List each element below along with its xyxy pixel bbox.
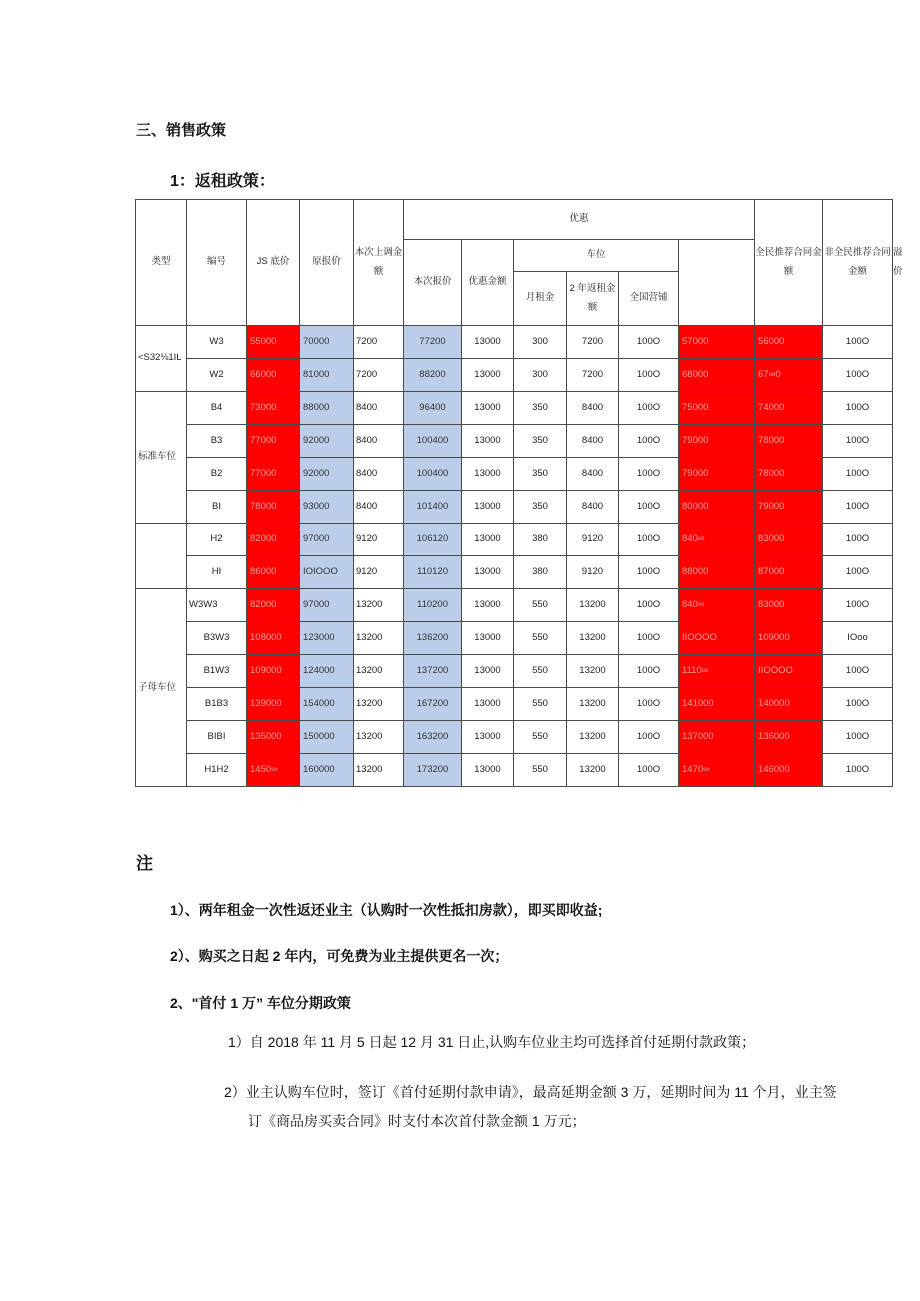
increase-cell: 8400 [354, 490, 404, 523]
code-cell: W3 [187, 326, 247, 359]
increase-cell: 9120 [354, 523, 404, 556]
referral-contract-cell: 840∞ [679, 589, 755, 622]
national-shop-cell: 100O [619, 424, 679, 457]
discount-amount-cell: 13000 [462, 655, 514, 688]
table-body [136, 326, 893, 787]
discount-amount-cell: 13000 [462, 326, 514, 359]
monthly-rent-cell: 350 [514, 457, 567, 490]
national-shop-cell: 100O [619, 556, 679, 589]
js-base-cell: 108000 [247, 622, 300, 655]
national-shop-cell: 100O [619, 457, 679, 490]
header-increase: 本次上调金额 [354, 200, 404, 326]
increase-cell: 13200 [354, 688, 404, 721]
premium-cell: IOoo [823, 622, 893, 655]
referral-contract-cell: 1110∞ [679, 655, 755, 688]
table-row [136, 523, 893, 556]
js-base-cell: 82000 [247, 523, 300, 556]
increase-cell: 13200 [354, 622, 404, 655]
increase-cell: 8400 [354, 424, 404, 457]
discount-amount-cell: 13000 [462, 424, 514, 457]
premium-cell: 100O [823, 589, 893, 622]
table-row [136, 556, 893, 589]
two-year-rent-cell: 8400 [567, 457, 619, 490]
header-discount-amount: 优惠金额 [462, 240, 514, 326]
non-referral-contract-cell: 146000 [755, 753, 823, 786]
original-cell: 160000 [300, 753, 354, 786]
referral-contract-cell: 80000 [679, 490, 755, 523]
monthly-rent-cell: 550 [514, 589, 567, 622]
increase-cell: 13200 [354, 589, 404, 622]
monthly-rent-cell: 550 [514, 721, 567, 754]
national-shop-cell: 100O [619, 589, 679, 622]
table-row [136, 655, 893, 688]
code-cell: B4 [187, 391, 247, 424]
discount-amount-cell: 13000 [462, 688, 514, 721]
policy-point-1: 1）自 2018 年 11 月 5 日起 12 月 31 日止,认购车位业主均可选择首付延期付款政策； [228, 1034, 756, 1050]
original-cell: 123000 [300, 622, 354, 655]
code-cell: B3W3 [187, 622, 247, 655]
header-type: 类型 [136, 200, 187, 326]
referral-contract-cell: 79000 [679, 457, 755, 490]
premium-cell: 100O [823, 556, 893, 589]
original-cell: 93000 [300, 490, 354, 523]
original-cell: 88000 [300, 391, 354, 424]
original-cell: 70000 [300, 326, 354, 359]
two-year-rent-cell: 7200 [567, 326, 619, 359]
discount-amount-cell: 13000 [462, 358, 514, 391]
two-year-rent-cell: 8400 [567, 424, 619, 457]
table-row [136, 753, 893, 786]
header-code: 编号 [187, 200, 247, 326]
js-base-cell: 139000 [247, 688, 300, 721]
note-1: 1）、两年租金一次性返还业主（认购时一次性抵扣房款），即买即收益; [170, 902, 603, 918]
js-base-cell: 66000 [247, 358, 300, 391]
monthly-rent-cell: 300 [514, 326, 567, 359]
discount-amount-cell: 13000 [462, 753, 514, 786]
non-referral-contract-cell: 136000 [755, 721, 823, 754]
table-row [136, 490, 893, 523]
non-referral-contract-cell: 109000 [755, 622, 823, 655]
section-title: 三、销售政策 [136, 122, 227, 139]
group-label-cell: 子母车位 [136, 589, 187, 787]
this-quote-cell: 110120 [404, 556, 462, 589]
this-quote-cell: 100400 [404, 457, 462, 490]
monthly-rent-cell: 350 [514, 391, 567, 424]
group-label-cell [136, 523, 187, 589]
code-cell: H2 [187, 523, 247, 556]
js-base-cell: 77000 [247, 424, 300, 457]
code-cell: H1H2 [187, 753, 247, 786]
code-cell: HI [187, 556, 247, 589]
monthly-rent-cell: 380 [514, 523, 567, 556]
two-year-rent-cell: 13200 [567, 753, 619, 786]
non-referral-contract-cell: 78000 [755, 424, 823, 457]
national-shop-cell: 100O [619, 326, 679, 359]
this-quote-cell: 96400 [404, 391, 462, 424]
rent-policy-table: 类型 编号 JS 底价 原报价 本次上调金额 优惠 全民推荐合同金额 非全民推荐合同金额 溢价 本次报价 优惠金额 车位 月租金 2 年返租金额 全国营铺 <S32⅛1IL W3 55000 70000 7200 77200 13000 300 7200 100O 57000 56000 100O W2 66000 81000 7200 88200 13000 300 7200 100O 68000 67∞0 100O 标准车位 B4 73000 88000 8400 96400 13000 350 8400 100O 75000 74000 100O B3 77000 92000 8400 100400 13000 350 8400 100O 79000 78000 100O B2 77000 92000 8400 100400 13000 350 8400 100O 79000 78000 100O BI 78000 93000 8400 101400 13000 350 8400 100O 80000 79000 100O H2 82000 97000 9120 106120 13000 380 9120 100O 840∞ 83000 100O HI 86000 IOIOOO 9120 110120 13000 380 9120 100O 88000 87000 100O 子母车位 W3W3 82000 97000 13200 110200 13000 550 13200 100O 840∞ 83000 100O B3W3 108000 123000 13200 136200 13000 550 13200 100O IIOOOO 109000 IOoo B1W3 109000 124000 13200 137200 13000 550 13200 100O 1110∞ IIOOOO 100O B1B3 139000 154000 13200 167200 13000 550 13200 100O 141000 140000 100O BIBI 135000 150000 13200 163200 13000 550 13200 100O 137000 136000 100O H1H2 1450∞ 160000 13200 173200 13000 550 13200 100O 1470∞ 146000 100O [135, 199, 893, 787]
premium-cell: 100O [823, 391, 893, 424]
js-base-cell: 82000 [247, 589, 300, 622]
header-non-referral-contract: 非全民推荐合同金额 [823, 200, 893, 326]
original-cell: 150000 [300, 721, 354, 754]
table-row [136, 326, 893, 359]
two-year-rent-cell: 8400 [567, 391, 619, 424]
monthly-rent-cell: 380 [514, 556, 567, 589]
code-cell: B2 [187, 457, 247, 490]
referral-contract-cell: 141000 [679, 688, 755, 721]
national-shop-cell: 100O [619, 391, 679, 424]
increase-cell: 13200 [354, 655, 404, 688]
table-row [136, 721, 893, 754]
non-referral-contract-cell: 83000 [755, 523, 823, 556]
header-spot-group: 车位 [514, 240, 679, 272]
code-cell: B1B3 [187, 688, 247, 721]
national-shop-cell: 100O [619, 753, 679, 786]
non-referral-contract-cell: 79000 [755, 490, 823, 523]
original-cell: 81000 [300, 358, 354, 391]
two-year-rent-cell: 8400 [567, 490, 619, 523]
this-quote-cell: 101400 [404, 490, 462, 523]
original-cell: 92000 [300, 457, 354, 490]
increase-cell: 7200 [354, 358, 404, 391]
non-referral-contract-cell: 56000 [755, 326, 823, 359]
increase-cell: 13200 [354, 721, 404, 754]
two-year-rent-cell: 7200 [567, 358, 619, 391]
js-base-cell: 109000 [247, 655, 300, 688]
code-cell: B3 [187, 424, 247, 457]
referral-contract-cell: IIOOOO [679, 622, 755, 655]
sub-title: 1：返租政策： [170, 173, 275, 190]
discount-amount-cell: 13000 [462, 391, 514, 424]
premium-cell: 100O [823, 655, 893, 688]
premium-cell: 100O [823, 753, 893, 786]
referral-contract-cell: 1470∞ [679, 753, 755, 786]
code-cell: BI [187, 490, 247, 523]
js-base-cell: 77000 [247, 457, 300, 490]
premium-cell: 100O [823, 721, 893, 754]
premium-cell: 100O [823, 688, 893, 721]
discount-amount-cell: 13000 [462, 622, 514, 655]
discount-amount-cell: 13000 [462, 556, 514, 589]
this-quote-cell: 110200 [404, 589, 462, 622]
js-base-cell: 55000 [247, 326, 300, 359]
code-cell: B1W3 [187, 655, 247, 688]
national-shop-cell: 100O [619, 655, 679, 688]
premium-cell: 100O [823, 490, 893, 523]
increase-cell: 13200 [354, 753, 404, 786]
monthly-rent-cell: 550 [514, 655, 567, 688]
increase-cell: 8400 [354, 391, 404, 424]
this-quote-cell: 136200 [404, 622, 462, 655]
original-cell: 154000 [300, 688, 354, 721]
js-base-cell: 1450∞ [247, 753, 300, 786]
table-row [136, 589, 893, 622]
policy-point-2a: 2）业主认购车位时，签订《首付延期付款申请》，最高延期金额 3 万，延期时间为 11 个月，业主签 [224, 1084, 837, 1100]
note-2: 2）、购买之日起 2 年内，可免费为业主提供更名一次； [170, 948, 509, 964]
monthly-rent-cell: 550 [514, 622, 567, 655]
table-row [136, 688, 893, 721]
two-year-rent-cell: 13200 [567, 589, 619, 622]
national-shop-cell: 100O [619, 721, 679, 754]
monthly-rent-cell: 550 [514, 753, 567, 786]
js-base-cell: 135000 [247, 721, 300, 754]
header-js-base: JS 底价 [247, 200, 300, 326]
non-referral-contract-cell: IIOOOO [755, 655, 823, 688]
national-shop-cell: 100O [619, 358, 679, 391]
original-cell: 97000 [300, 589, 354, 622]
two-year-rent-cell: 9120 [567, 523, 619, 556]
premium-cell: 100O [823, 358, 893, 391]
referral-contract-cell: 57000 [679, 326, 755, 359]
code-cell: W2 [187, 358, 247, 391]
table-row [136, 457, 893, 490]
original-cell: 97000 [300, 523, 354, 556]
this-quote-cell: 106120 [404, 523, 462, 556]
notes-heading: 注 [136, 854, 153, 873]
js-base-cell: 78000 [247, 490, 300, 523]
header-discount-group: 优惠 [404, 200, 755, 240]
discount-amount-cell: 13000 [462, 490, 514, 523]
this-quote-cell: 137200 [404, 655, 462, 688]
non-referral-contract-cell: 78000 [755, 457, 823, 490]
header-monthly-rent: 月租金 [514, 272, 567, 326]
code-cell: W3W3 [187, 589, 247, 622]
non-referral-contract-cell: 140000 [755, 688, 823, 721]
original-cell: 92000 [300, 424, 354, 457]
non-referral-contract-cell: 67∞0 [755, 358, 823, 391]
js-base-cell: 73000 [247, 391, 300, 424]
this-quote-cell: 173200 [404, 753, 462, 786]
table-row [136, 358, 893, 391]
js-base-cell: 86000 [247, 556, 300, 589]
original-cell: IOIOOO [300, 556, 354, 589]
national-shop-cell: 100O [619, 622, 679, 655]
national-shop-cell: 100O [619, 490, 679, 523]
national-shop-cell: 100O [619, 688, 679, 721]
monthly-rent-cell: 350 [514, 490, 567, 523]
referral-contract-cell: 840∞ [679, 523, 755, 556]
two-year-rent-cell: 9120 [567, 556, 619, 589]
non-referral-contract-cell: 74000 [755, 391, 823, 424]
discount-amount-cell: 13000 [462, 523, 514, 556]
this-quote-cell: 163200 [404, 721, 462, 754]
table-row [136, 424, 893, 457]
non-referral-contract-cell: 83000 [755, 589, 823, 622]
note-3: 2、"首付 1 万” 车位分期政策 [170, 995, 351, 1011]
referral-contract-cell: 68000 [679, 358, 755, 391]
premium-cell: 100O [823, 424, 893, 457]
this-quote-cell: 77200 [404, 326, 462, 359]
increase-cell: 7200 [354, 326, 404, 359]
increase-cell: 8400 [354, 457, 404, 490]
premium-cell: 100O [823, 457, 893, 490]
referral-contract-cell: 88000 [679, 556, 755, 589]
referral-contract-cell: 79000 [679, 424, 755, 457]
original-cell: 124000 [300, 655, 354, 688]
referral-contract-cell: 75000 [679, 391, 755, 424]
premium-cell: 100O [823, 523, 893, 556]
increase-cell: 9120 [354, 556, 404, 589]
header-referral-contract: 全民推荐合同金额 [755, 200, 823, 326]
non-referral-contract-cell: 87000 [755, 556, 823, 589]
table-row [136, 391, 893, 424]
code-cell: BIBI [187, 721, 247, 754]
discount-amount-cell: 13000 [462, 721, 514, 754]
national-shop-cell: 100O [619, 523, 679, 556]
referral-contract-cell: 137000 [679, 721, 755, 754]
header-original: 原报价 [300, 200, 354, 326]
discount-amount-cell: 13000 [462, 589, 514, 622]
two-year-rent-cell: 13200 [567, 721, 619, 754]
two-year-rent-cell: 13200 [567, 622, 619, 655]
header-this-quote: 本次报价 [404, 240, 462, 326]
this-quote-cell: 88200 [404, 358, 462, 391]
two-year-rent-cell: 13200 [567, 688, 619, 721]
monthly-rent-cell: 550 [514, 688, 567, 721]
header-national-shop: 全国营铺 [619, 272, 679, 326]
group-label-cell: 标准车位 [136, 391, 187, 523]
group-label-cell: <S32⅛1IL [136, 326, 187, 392]
table-row [136, 622, 893, 655]
monthly-rent-cell: 300 [514, 358, 567, 391]
this-quote-cell: 167200 [404, 688, 462, 721]
policy-point-2b: 订《商品房买卖合同》时支付本次首付款金额 1 万元； [248, 1113, 586, 1129]
header-two-year-rent: 2 年返租金额 [567, 272, 619, 326]
two-year-rent-cell: 13200 [567, 655, 619, 688]
this-quote-cell: 100400 [404, 424, 462, 457]
monthly-rent-cell: 350 [514, 424, 567, 457]
premium-cell: 100O [823, 326, 893, 359]
discount-amount-cell: 13000 [462, 457, 514, 490]
